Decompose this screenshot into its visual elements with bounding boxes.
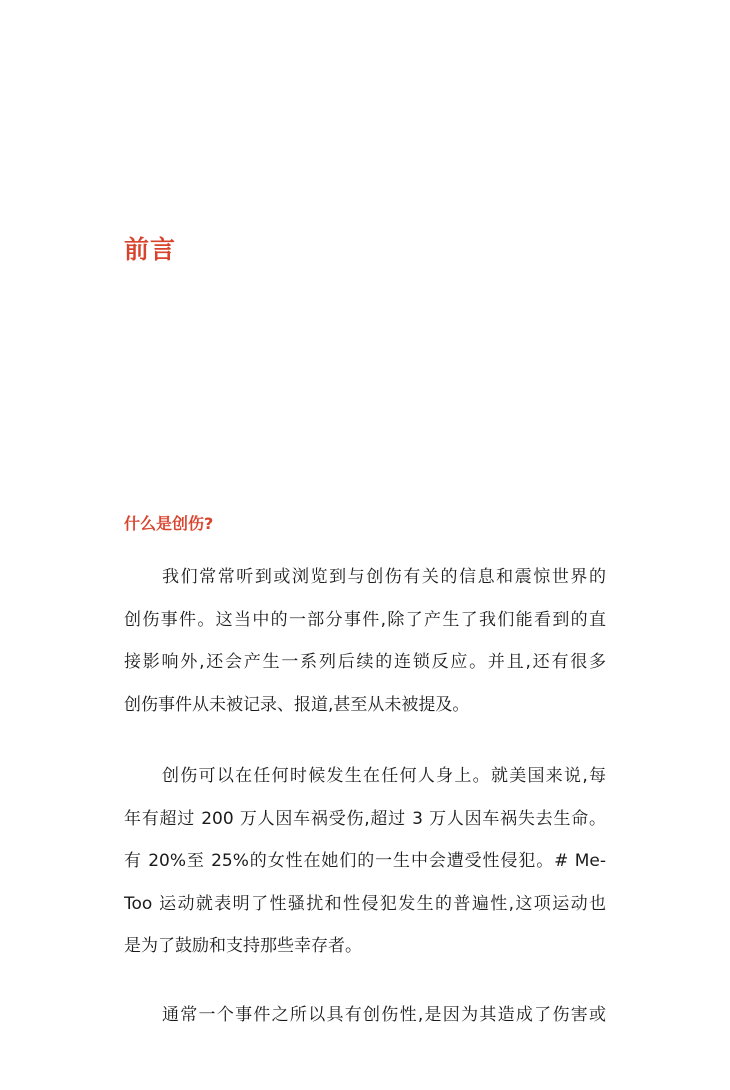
paragraph <box>124 556 606 726</box>
page-title: 前言 <box>124 235 177 264</box>
section-heading: 什么是创伤? <box>124 514 214 533</box>
text-line: 接影响外,还会产生一系列后续的连锁反应。并且,还有很多 <box>124 652 606 672</box>
text-line: 我们常常听到或浏览到与创伤有关的信息和震惊世界的 <box>162 567 606 587</box>
text-line: 创伤事件。这当中的一部分事件,除了产生了我们能看到的直 <box>124 609 606 630</box>
text-line: 是为了鼓励和支持那些幸存者。 <box>124 936 362 956</box>
text-line: Too 运动就表明了性骚扰和性侵犯发生的普遍性,这项运动也 <box>124 893 606 914</box>
text-line: 创伤事件从未被记录、报道,甚至从未被提及。 <box>124 694 470 715</box>
text-line: 创伤可以在任何时候发生在任何人身上。就美国来说,每 <box>162 766 606 786</box>
text-line: 有 20%至 25%的女性在她们的一生中会遭受性侵犯。# Me- <box>124 851 606 871</box>
text-line: 通常一个事件之所以具有创伤性,是因为其造成了伤害或 <box>162 1005 606 1025</box>
text-line: 年有超过 200 万人因车祸受伤,超过 3 万人因车祸失去生命。 <box>124 808 606 829</box>
paragraph <box>124 994 606 1037</box>
paragraph <box>124 755 606 968</box>
